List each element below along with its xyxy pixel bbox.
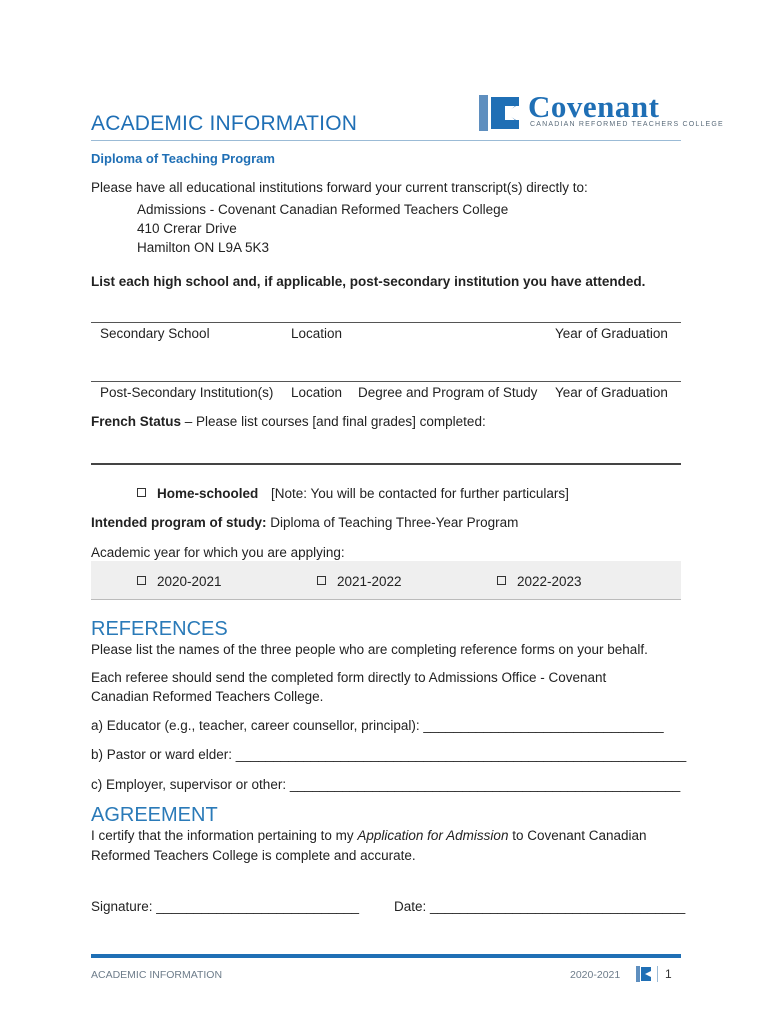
year-option-2022[interactable]: [497, 574, 582, 589]
address-line-3: Hamilton ON L9A 5K3: [137, 240, 270, 255]
academic-year-prompt: Academic year for which you are applying:: [91, 545, 345, 560]
year-checkbox-2020[interactable]: [137, 576, 146, 585]
post-degree-header: Degree and Program of Study: [358, 385, 538, 400]
intended-program-label: Intended program of study:: [91, 515, 267, 530]
footer-separator: [657, 966, 658, 982]
intended-program: [91, 515, 518, 530]
french-status-text: – Please list courses [and final grades] completed:: [181, 414, 486, 429]
post-location-header: Location: [291, 385, 343, 400]
secondary-year-header: Year of Graduation: [555, 326, 668, 341]
footer-title: ACADEMIC INFORMATION: [91, 969, 223, 981]
year-checkbox-2022[interactable]: [497, 576, 506, 585]
homeschool-checkbox[interactable]: [137, 488, 146, 497]
french-status: [91, 414, 486, 429]
references-line-3: Canadian Reformed Teachers College.: [91, 689, 324, 704]
footer-year: 2020-2021: [570, 969, 621, 981]
address-line-2: 410 Crerar Drive: [137, 221, 237, 236]
post-top-rule: [91, 381, 681, 382]
year-option-2020[interactable]: [137, 574, 222, 589]
logo-subtitle: CANADIAN REFORMED TEACHERS COLLEGE: [530, 121, 724, 128]
institutions-instruction: List each high school and, if applicable, post-secondary institution you have attended.: [91, 274, 646, 289]
french-answer-line[interactable]: [91, 463, 681, 465]
agreement-heading: AGREEMENT: [91, 804, 218, 826]
secondary-school-header: Secondary School: [100, 326, 210, 341]
covenant-logo-icon: [479, 95, 523, 131]
transcript-intro: Please have all educational institutions forward your current transcript(s) directly to:: [91, 180, 588, 195]
reference-employer-field[interactable]: c) Employer, supervisor or other: ____________________________________________________: [91, 777, 681, 792]
french-status-label: French Status: [91, 414, 182, 429]
signature-field[interactable]: Signature: ___________________________: [91, 899, 360, 914]
agreement-text-pre: I certify that the information pertaining to my: [91, 828, 358, 843]
header-rule: [91, 140, 681, 141]
college-logo: [479, 89, 724, 135]
agreement-text-line-2: Reformed Teachers College is complete and accurate.: [91, 848, 416, 863]
date-field[interactable]: Date: __________________________________: [394, 899, 686, 914]
year-label-2020: 2020-2021: [157, 574, 222, 589]
post-year-header: Year of Graduation: [555, 385, 668, 400]
year-label-2021: 2021-2022: [337, 574, 402, 589]
year-option-2021[interactable]: [317, 574, 402, 589]
reference-pastor-field[interactable]: b) Pastor or ward elder: ____________________________________________________________: [91, 747, 687, 762]
post-institution-header: Post-Secondary Institution(s): [100, 385, 274, 400]
references-line-2: Each referee should send the completed form directly to Admissions Office - Covenant: [91, 670, 607, 685]
secondary-location-header: Location: [291, 326, 343, 341]
year-checkbox-2021[interactable]: [317, 576, 326, 585]
year-label-2022: 2022-2023: [517, 574, 582, 589]
reference-educator-field[interactable]: a) Educator (e.g., teacher, career counsellor, principal): ________________________________: [91, 718, 664, 733]
secondary-top-rule: [91, 322, 681, 323]
address-line-1: Admissions - Covenant Canadian Reformed Teachers College: [137, 202, 509, 217]
homeschool-note: [Note: You will be contacted for further particulars]: [271, 486, 569, 501]
homeschool-label: Home-schooled: [157, 486, 259, 501]
agreement-text-emphasis: Application for Admission: [357, 828, 509, 843]
homeschool-option[interactable]: [137, 486, 258, 501]
page-title: ACADEMIC INFORMATION: [91, 112, 358, 135]
covenant-mini-logo-icon: [636, 966, 652, 982]
footer-rule: [91, 954, 681, 958]
program-subtitle: Diploma of Teaching Program: [91, 151, 275, 166]
agreement-text-post: to Covenant Canadian: [508, 828, 647, 843]
logo-wordmark: Covenant: [528, 89, 660, 124]
references-line-1: Please list the names of the three people who are completing reference forms on your behalf.: [91, 642, 648, 657]
intended-program-value: Diploma of Teaching Three-Year Program: [266, 515, 519, 530]
references-heading: REFERENCES: [91, 618, 228, 640]
agreement-text: [91, 828, 647, 843]
page-number: 1: [665, 967, 672, 981]
